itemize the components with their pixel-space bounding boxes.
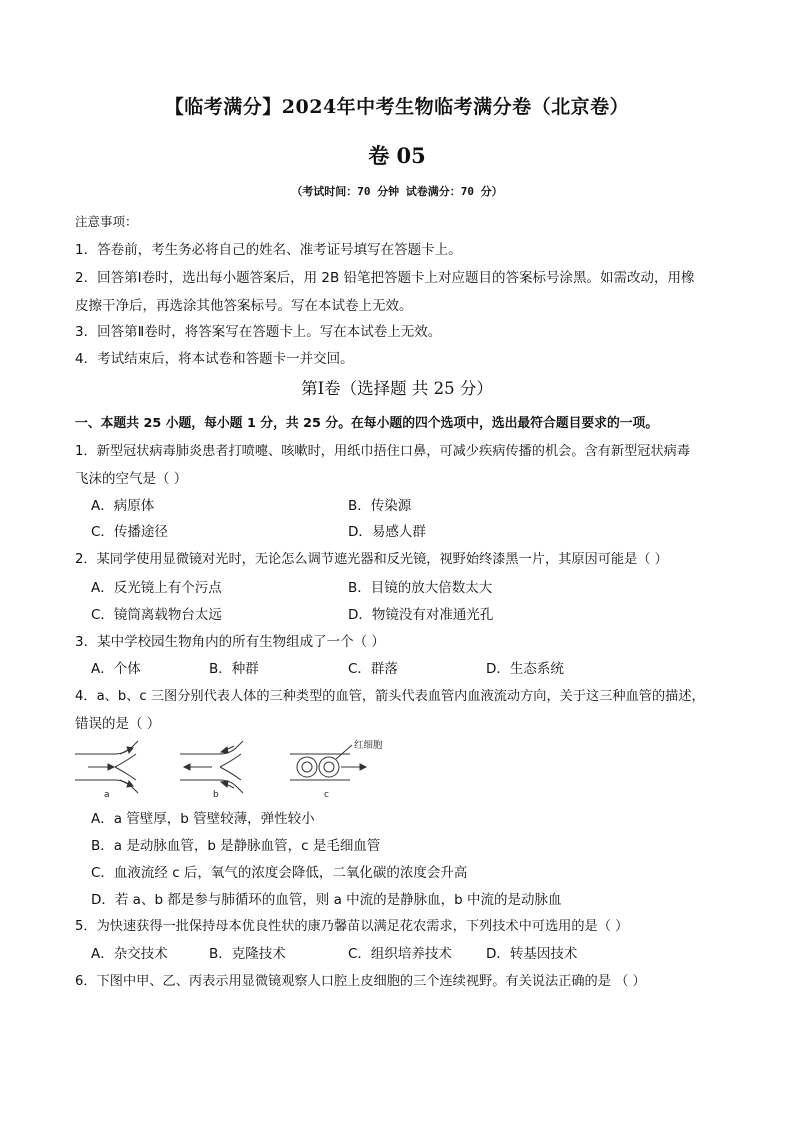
- q1-option-d[interactable]: D．易感人群: [348, 524, 426, 540]
- q2-option-a[interactable]: A．反光镜上有个污点: [91, 580, 222, 596]
- vessel-a-label: a: [104, 790, 110, 800]
- q1-stem-line1: 1．新型冠状病毒肺炎患者打喷嚏、咳嗽时，用纸巾捂住口鼻，可减少疾病传播的机会。含有新型冠状病毒: [75, 444, 691, 459]
- instruction-post: ，选出最符合题目要求的一项。: [478, 416, 659, 431]
- q3-option-d[interactable]: D．生态系统: [486, 661, 564, 677]
- q4-stem-line2: 错误的是（ ）: [75, 716, 161, 732]
- q1-option-a[interactable]: A．病原体: [91, 498, 155, 514]
- vessel-b-label: b: [213, 790, 219, 800]
- vessel-b-diagram: [180, 741, 243, 793]
- instruction-bold: 四个选项中: [415, 416, 479, 431]
- q2-option-b[interactable]: B．目镜的放大倍数太大: [348, 580, 493, 596]
- note-item-2: 2．回答第Ⅰ卷时，选出每小题答案后，用 2B 铅笔把答题卡上对应题目的答案标号涂黑。如需改动，用橡: [75, 270, 695, 286]
- q4-stem-line1: 4．a、b、c 三图分别代表人体的三种类型的血管，箭头代表血管内血液流动方向，关于这三种血管的描述，: [75, 689, 705, 704]
- q5-option-b[interactable]: B．克隆技术: [209, 946, 286, 962]
- q3-option-a[interactable]: A．个体: [91, 661, 141, 677]
- red-blood-cell-callout: 红细胞: [354, 740, 383, 751]
- q1-option-b[interactable]: B．传染源: [348, 498, 412, 514]
- note-item-3: 3．回答第Ⅱ卷时，将答案写在答题卡上。写在本试卷上无效。: [75, 324, 442, 340]
- section-title: 第Ⅰ卷（选择题 共 25 分）: [301, 379, 493, 398]
- section-instruction: [75, 412, 658, 431]
- q4-option-d[interactable]: D．若 a、b 都是参与肺循环的血管，则 a 中流的是静脉血，b 中流的是动脉血: [91, 892, 562, 908]
- q6-stem: 6．下图中甲、乙、丙表示用显微镜观察人口腔上皮细胞的三个连续视野。有关说法正确的是 （ ）: [75, 974, 646, 989]
- q1-stem-line2: 飞沫的空气是（ ）: [75, 471, 188, 487]
- q5-option-d[interactable]: D．转基因技术: [486, 946, 578, 962]
- q3-stem: 3．某中学校园生物角内的所有生物组成了一个（ ）: [75, 634, 385, 650]
- note-item-2-cont: 皮擦干净后，再选涂其他答案标号。写在本试卷上无效。: [75, 298, 413, 314]
- q2-option-c[interactable]: C．镜筒离载物台太远: [91, 607, 222, 623]
- exam-title: 【临考满分】2024年中考生物临考满分卷（北京卷）: [164, 96, 630, 118]
- q4-option-c[interactable]: C．血液流经 c 后，氧气的浓度会降低，二氧化碳的浓度会升高: [91, 865, 468, 881]
- q2-stem: 2．某同学使用显微镜对光时，无论怎么调节遮光器和反光镜，视野始终漆黑一片，其原因可能是（ ）: [75, 552, 668, 567]
- q3-option-b[interactable]: B．种群: [209, 661, 259, 677]
- note-item-1: 1．答卷前，考生务必将自己的姓名、准考证号填写在答题卡上。: [75, 242, 462, 258]
- vessel-a-diagram: [75, 741, 138, 793]
- q1-option-c[interactable]: C．传播途径: [91, 524, 168, 540]
- q5-stem: 5．为快速获得一批保持母本优良性状的康乃馨苗以满足花农需求，下列技术中可选用的是（ ）: [75, 919, 629, 934]
- notes-heading: 注意事项：: [75, 214, 138, 229]
- q4-option-a[interactable]: A．a 管壁厚，b 管壁较薄，弹性较小: [91, 811, 315, 827]
- q2-option-d[interactable]: D．物镜没有对准通光孔: [348, 607, 494, 623]
- q4-option-b[interactable]: B．a 是动脉血管，b 是静脉血管，c 是毛细血管: [91, 838, 381, 854]
- instruction-pre: 一、本题共 25 小题，每小题 1 分，共 25 分。在每小题的: [75, 416, 415, 431]
- q5-option-a[interactable]: A．杂交技术: [91, 946, 168, 962]
- vessel-c-label: c: [324, 790, 329, 800]
- blood-vessel-figure: [70, 738, 390, 800]
- q3-option-c[interactable]: C．群落: [348, 661, 398, 677]
- exam-meta: （考试时间：70 分钟 试卷满分：70 分）: [291, 185, 503, 198]
- note-item-4: 4．考试结束后，将本试卷和答题卡一并交回。: [75, 351, 354, 367]
- exam-subtitle: 卷 05: [368, 143, 426, 168]
- q5-option-c[interactable]: C．组织培养技术: [348, 946, 452, 962]
